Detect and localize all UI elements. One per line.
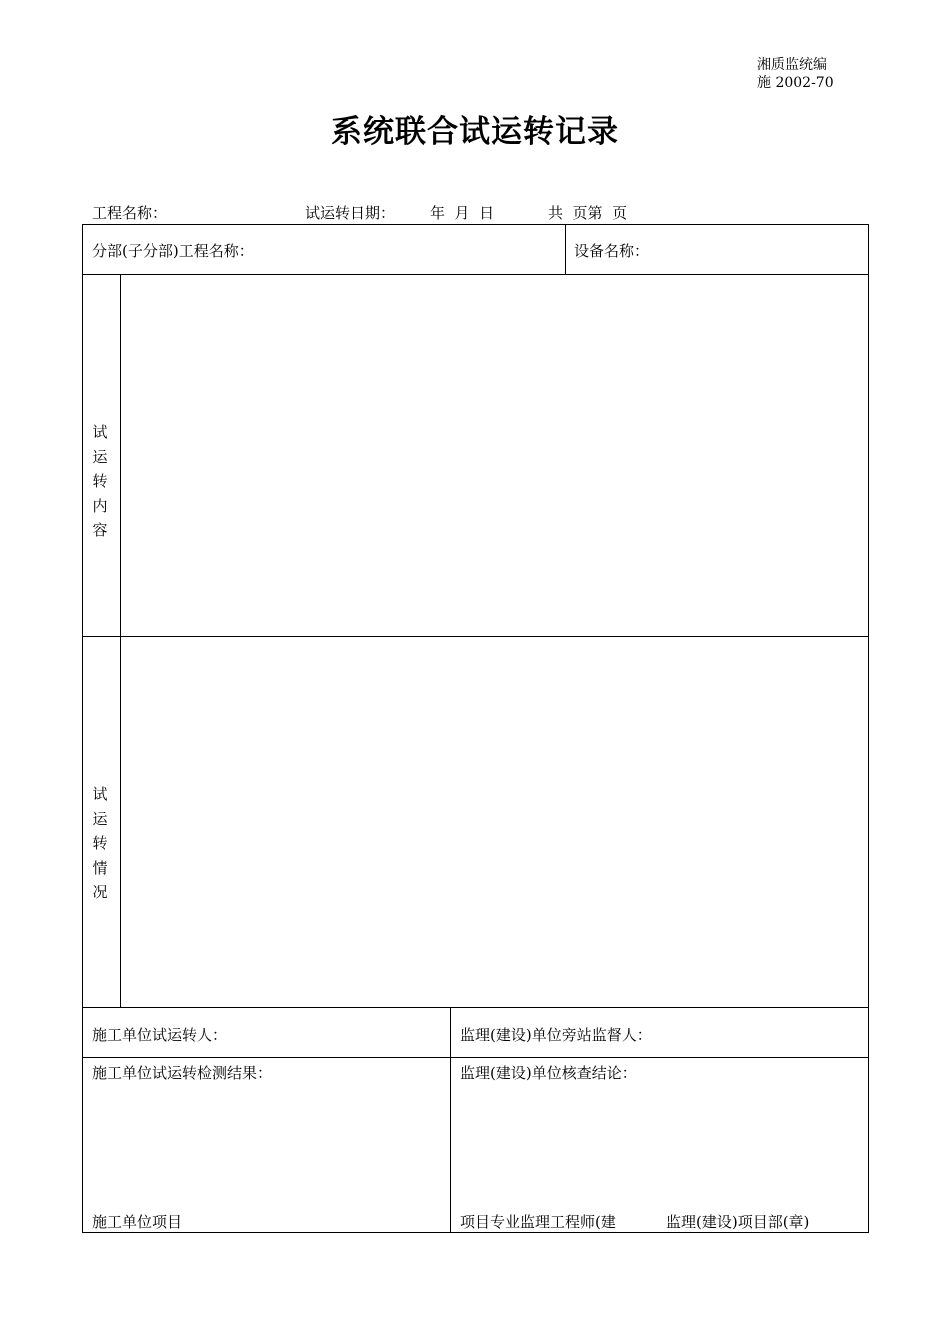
- table-right-border: [868, 224, 869, 1233]
- table-bottom-border: [82, 1232, 869, 1233]
- contractor-result-label: 施工单位试运转检测结果：: [92, 1064, 273, 1082]
- bottom-divider: [450, 1007, 451, 1233]
- row4-bottom-border: [82, 1057, 869, 1058]
- page-title: 系统联合试运转记录: [331, 114, 619, 150]
- document-code-line1: 湘质监统编: [757, 57, 827, 73]
- date-fields: 年 月 日: [430, 204, 495, 222]
- table-top-border: [82, 224, 869, 225]
- project-name-label: 工程名称：: [92, 204, 168, 222]
- table-left-border: [82, 224, 83, 1233]
- supervisor-engineer-label: 项目专业监理工程师(建: [460, 1213, 616, 1231]
- test-status-field[interactable]: [121, 637, 868, 1007]
- contractor-operator-label: 施工单位试运转人：: [92, 1026, 228, 1044]
- page-count: 共 页第 页: [548, 204, 628, 222]
- contractor-signature-label: 施工单位项目: [92, 1213, 183, 1231]
- supervisor-conclusion-label: 监理(建设)单位核查结论：: [460, 1064, 637, 1082]
- test-content-field[interactable]: [121, 275, 868, 636]
- test-content-label: 试 运 转 内 容: [92, 423, 108, 539]
- supervisor-witness-label: 监理(建设)单位旁站监督人：: [460, 1026, 652, 1044]
- document-code-line2: 施 2002-70: [757, 75, 834, 91]
- equipment-name-label: 设备名称：: [574, 242, 650, 260]
- supervisor-department-label: 监理(建设)项目部(章): [666, 1213, 810, 1231]
- test-status-label: 试 运 转 情 况: [92, 785, 108, 901]
- document-code: [757, 56, 847, 92]
- row3-bottom-border: [82, 1007, 869, 1008]
- subproject-name-label: 分部(子分部)工程名称：: [92, 242, 254, 260]
- date-label: 试运转日期：: [305, 204, 396, 222]
- row1-divider: [565, 224, 566, 274]
